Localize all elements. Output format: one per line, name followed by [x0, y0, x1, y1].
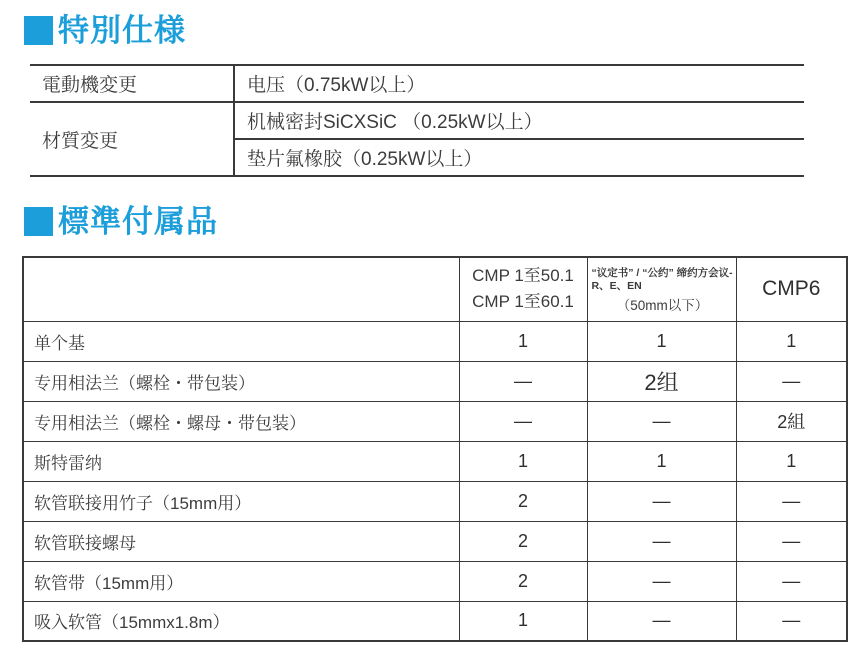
- table-row: [23, 401, 847, 441]
- spec-detail-cell: 机械密封SiCXSiC （0.25kW以上）: [234, 102, 804, 139]
- accessory-label: 单个基: [23, 321, 459, 361]
- qty-cell: 2: [459, 481, 587, 521]
- section-header-accessories: [24, 201, 865, 241]
- model-line: CMP 1至60.1: [472, 292, 574, 312]
- spec-category-cell: 電動機変更: [30, 65, 234, 102]
- accessory-label: 吸入软管（15mmx1.8m）: [23, 601, 459, 641]
- table-row: [23, 521, 847, 561]
- qty-cell: 1: [459, 601, 587, 641]
- special-specs-table: [30, 64, 804, 177]
- section-title-special: 特別仕様: [58, 12, 186, 48]
- header-cmp6-cell: CMP6: [736, 257, 847, 321]
- accessory-label: 软管带（15mm用）: [23, 561, 459, 601]
- mid-line: （50mm以下）: [616, 298, 709, 314]
- table-row: [30, 65, 804, 102]
- section-header-special: [24, 10, 865, 50]
- qty-cell: 1: [587, 321, 736, 361]
- qty-cell: —: [587, 521, 736, 561]
- table-row: [23, 601, 847, 641]
- qty-cell: —: [736, 521, 847, 561]
- accessory-label: 软管联接用竹子（15mm用）: [23, 481, 459, 521]
- section-title-accessories: 標準付属品: [58, 203, 218, 239]
- qty-cell: 1: [736, 321, 847, 361]
- qty-cell: —: [587, 401, 736, 441]
- table-row: [23, 481, 847, 521]
- qty-cell: —: [587, 561, 736, 601]
- mid-line: “议定书” / “公约” 缔约方会议-: [591, 266, 733, 279]
- blue-square-bullet-icon: [24, 16, 53, 45]
- header-mid-cell: [587, 257, 736, 321]
- accessory-label: 专用相法兰（螺栓・带包装）: [23, 361, 459, 401]
- table-row: [23, 441, 847, 481]
- qty-cell: 2: [459, 561, 587, 601]
- qty-cell: 1: [736, 441, 847, 481]
- qty-cell: —: [736, 481, 847, 521]
- qty-cell: 1: [459, 321, 587, 361]
- table-row: [30, 102, 804, 139]
- qty-cell: 2組: [736, 401, 847, 441]
- accessories-table: [22, 256, 848, 642]
- mid-line: R、E、EN: [591, 280, 642, 293]
- model-line: CMP 1至50.1: [472, 265, 574, 285]
- qty-cell: —: [736, 601, 847, 641]
- spec-detail-cell: 垫片氟橡胶（0.25kW以上）: [234, 139, 804, 176]
- qty-cell: —: [587, 601, 736, 641]
- qty-cell: —: [587, 481, 736, 521]
- qty-cell: 1: [459, 441, 587, 481]
- header-blank-cell: [23, 257, 459, 321]
- qty-cell: —: [459, 361, 587, 401]
- qty-cell: —: [736, 361, 847, 401]
- qty-cell: —: [459, 401, 587, 441]
- blue-square-bullet-icon: [24, 207, 53, 236]
- qty-cell: 2: [459, 521, 587, 561]
- header-model-cell: [459, 257, 587, 321]
- header-row: [23, 257, 847, 321]
- accessory-label: 软管联接螺母: [23, 521, 459, 561]
- table-row: [23, 361, 847, 401]
- table-row: [23, 561, 847, 601]
- spec-detail-cell: 电压（0.75kW以上）: [247, 75, 426, 96]
- qty-cell: —: [736, 561, 847, 601]
- spec-category-cell: 材質変更: [30, 102, 234, 176]
- qty-cell: 2组: [587, 361, 736, 401]
- accessory-label: 斯特雷纳: [23, 441, 459, 481]
- accessory-label: 专用相法兰（螺栓・螺母・带包装）: [23, 401, 459, 441]
- qty-cell: 1: [587, 441, 736, 481]
- table-row: [23, 321, 847, 361]
